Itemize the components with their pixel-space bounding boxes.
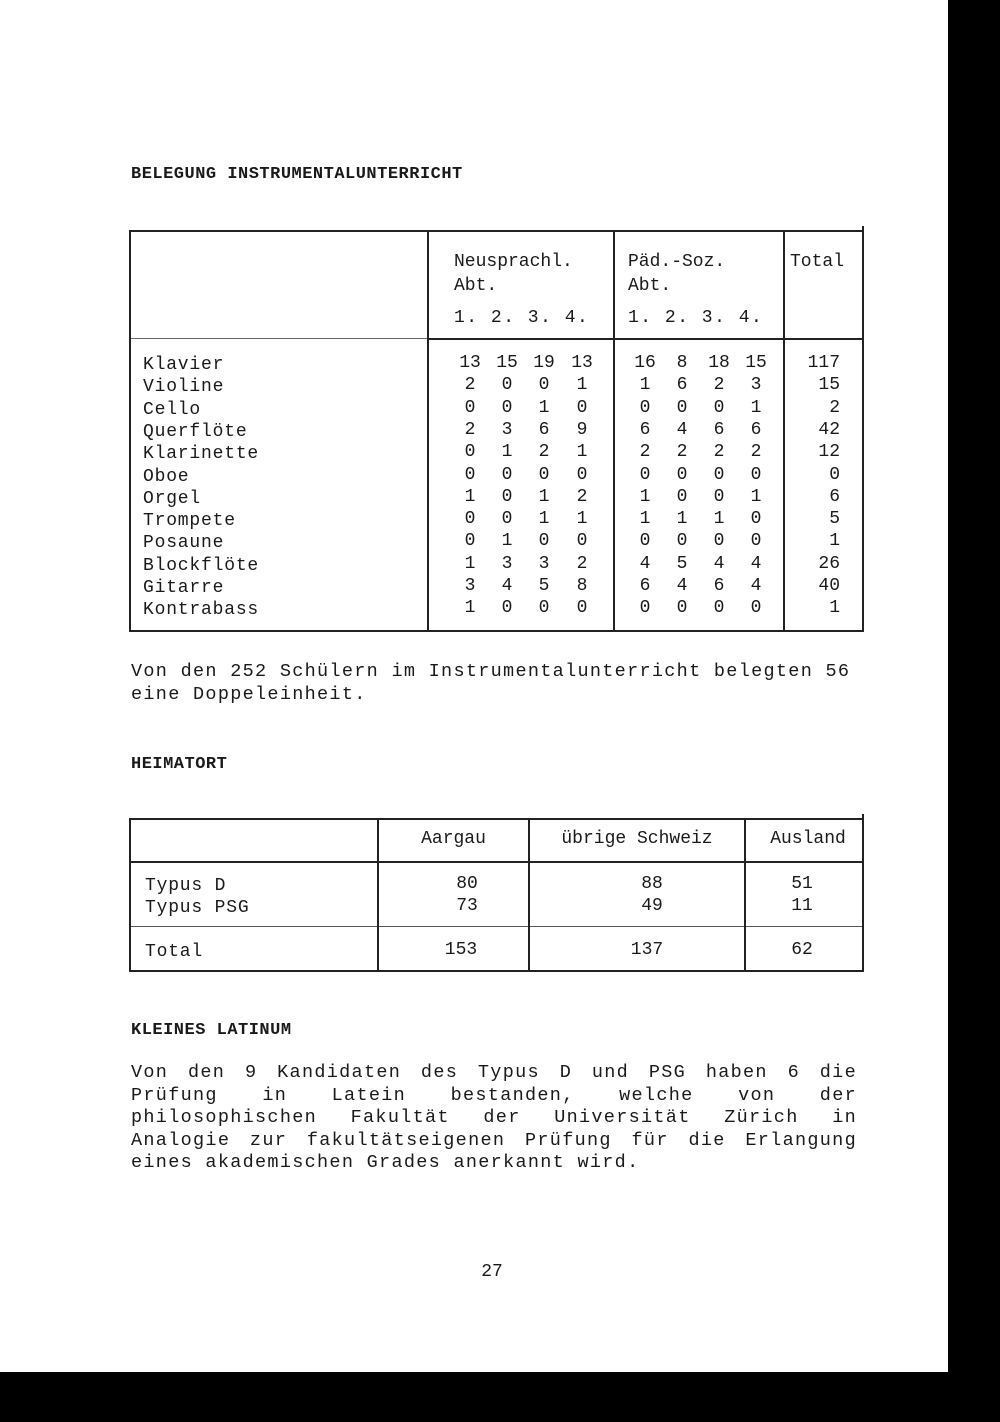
cell-neusprachl-year-2: 0 bbox=[501, 486, 513, 507]
cell-neusprachl-year-4: 9 bbox=[576, 419, 588, 440]
cell-paed-year-1: 1 bbox=[639, 509, 651, 530]
cell-psg-aargau: 73 bbox=[456, 896, 478, 916]
header-neusprachl: Neusprachl. Abt. bbox=[454, 252, 573, 296]
table-border-top bbox=[129, 230, 864, 232]
cell-row-total: 1 bbox=[829, 531, 840, 552]
scan-border-bottom bbox=[0, 1372, 1000, 1422]
page-number: 27 bbox=[481, 1262, 503, 1282]
cell-d-schweiz: 88 bbox=[641, 874, 663, 894]
instrument-name: Klarinette bbox=[143, 444, 260, 465]
cell-paed-year-4: 4 bbox=[750, 553, 762, 574]
cell-neusprachl-year-3: 0 bbox=[538, 464, 550, 485]
cell-neusprachl-year-3: 1 bbox=[538, 509, 550, 530]
cell-paed-year-1: 6 bbox=[639, 419, 651, 440]
cell-neusprachl-year-1: 13 bbox=[459, 353, 481, 373]
cell-neusprachl-year-4: 1 bbox=[576, 509, 588, 530]
scan-border-left bbox=[0, 48, 54, 1422]
cell-paed-year-1: 1 bbox=[639, 375, 651, 396]
instrument-name: Oboe bbox=[143, 466, 190, 487]
scan-border-top bbox=[0, 0, 1000, 48]
t2-border-bottom bbox=[129, 970, 864, 972]
cell-neusprachl-year-1: 0 bbox=[464, 509, 476, 530]
cell-neusprachl-year-2: 0 bbox=[501, 598, 513, 619]
cell-neusprachl-year-1: 2 bbox=[464, 419, 476, 440]
cell-d-aargau: 80 bbox=[456, 874, 478, 894]
cell-neusprachl-year-3: 1 bbox=[538, 397, 550, 418]
table-border-right bbox=[862, 226, 864, 632]
cell-neusprachl-year-1: 0 bbox=[464, 397, 476, 418]
header-paed-soz: Päd.-Soz. Abt. bbox=[628, 252, 726, 296]
scan-border-right bbox=[948, 0, 1000, 1422]
cell-paed-year-1: 0 bbox=[639, 598, 651, 619]
column-aargau: Aargau bbox=[421, 829, 486, 849]
cell-neusprachl-year-1: 1 bbox=[464, 486, 476, 507]
cell-paed-year-2: 0 bbox=[676, 598, 688, 619]
cell-paed-year-3: 6 bbox=[713, 419, 725, 440]
section-heading-latinum: KLEINES LATINUM bbox=[131, 1021, 292, 1040]
cell-paed-year-4: 0 bbox=[750, 509, 762, 530]
cell-paed-year-2: 0 bbox=[676, 486, 688, 507]
cell-neusprachl-year-1: 0 bbox=[464, 531, 476, 552]
cell-row-total: 0 bbox=[829, 464, 840, 485]
cell-d-ausland: 51 bbox=[791, 874, 813, 894]
cell-neusprachl-year-1: 2 bbox=[464, 375, 476, 396]
section-heading-instruments: BELEGUNG INSTRUMENTALUNTERRICHT bbox=[131, 165, 463, 184]
cell-row-total: 42 bbox=[818, 419, 840, 440]
cell-neusprachl-year-4: 13 bbox=[571, 353, 593, 373]
row-label-typus-d: Typus D bbox=[145, 876, 227, 896]
header-rule-right bbox=[429, 338, 862, 340]
cell-neusprachl-year-2: 1 bbox=[501, 442, 513, 463]
cell-paed-year-3: 6 bbox=[713, 576, 725, 596]
cell-row-total: 6 bbox=[829, 486, 840, 507]
cell-paed-year-3: 18 bbox=[708, 353, 730, 373]
cell-paed-year-3: 0 bbox=[713, 531, 725, 552]
cell-paed-year-4: 0 bbox=[750, 598, 762, 619]
cell-neusprachl-year-4: 2 bbox=[576, 553, 588, 574]
cell-neusprachl-year-4: 0 bbox=[576, 464, 588, 485]
cell-neusprachl-year-4: 0 bbox=[576, 598, 588, 619]
cell-neusprachl-year-4: 8 bbox=[576, 576, 588, 596]
cell-total-ausland: 62 bbox=[791, 940, 813, 960]
cell-paed-year-3: 2 bbox=[713, 375, 725, 396]
section-heading-heimatort: HEIMATORT bbox=[131, 755, 228, 774]
cell-neusprachl-year-2: 1 bbox=[501, 531, 513, 552]
cell-row-total: 1 bbox=[829, 598, 840, 619]
latinum-text: Von den 9 Kandidaten des Typus D und PSG haben 6 die Prüfung in Latein bestanden, welche von der philosophischen Fakultät der Universität Zürich in Analogie zur fakultätseigenen Prüfung für die Erlangung eines akademischen Grades anerkannt wird. bbox=[131, 1062, 857, 1173]
instrument-name: Gitarre bbox=[143, 578, 225, 598]
cell-neusprachl-year-4: 0 bbox=[576, 531, 588, 552]
cell-neusprachl-year-3: 6 bbox=[538, 419, 550, 440]
cell-paed-year-3: 1 bbox=[713, 509, 725, 530]
instrument-name: Blockflöte bbox=[143, 555, 260, 576]
cell-paed-year-4: 2 bbox=[750, 442, 762, 463]
cell-paed-year-2: 4 bbox=[676, 576, 688, 596]
cell-neusprachl-year-2: 0 bbox=[501, 375, 513, 396]
instrument-name: Trompete bbox=[143, 511, 236, 532]
cell-paed-year-1: 0 bbox=[639, 531, 651, 552]
cell-paed-year-1: 6 bbox=[639, 576, 651, 596]
column-ausland: Ausland bbox=[770, 829, 846, 849]
cell-paed-year-3: 0 bbox=[713, 397, 725, 418]
cell-paed-year-2: 0 bbox=[676, 397, 688, 418]
cell-neusprachl-year-3: 1 bbox=[538, 486, 550, 507]
cell-neusprachl-year-1: 1 bbox=[464, 553, 476, 574]
cell-paed-year-2: 2 bbox=[676, 442, 688, 463]
cell-row-total: 117 bbox=[807, 353, 840, 373]
cell-paed-year-4: 1 bbox=[750, 397, 762, 418]
cell-total-aargau: 153 bbox=[444, 940, 478, 960]
cell-paed-year-2: 5 bbox=[676, 553, 688, 574]
cell-neusprachl-year-1: 3 bbox=[464, 576, 476, 596]
table-border-bottom bbox=[129, 630, 864, 632]
t2-border-top bbox=[129, 818, 864, 820]
t2-rule-header bbox=[129, 861, 864, 863]
cell-row-total: 12 bbox=[818, 442, 840, 463]
instrument-name: Querflöte bbox=[143, 421, 248, 442]
t2-rule-total bbox=[129, 926, 864, 927]
cell-row-total: 40 bbox=[818, 576, 840, 596]
header-years-paed: 1. 2. 3. 4. bbox=[628, 308, 764, 328]
cell-neusprachl-year-3: 5 bbox=[538, 576, 550, 596]
cell-neusprachl-year-4: 1 bbox=[576, 442, 588, 463]
cell-paed-year-3: 4 bbox=[713, 553, 725, 574]
cell-psg-ausland: 11 bbox=[791, 896, 813, 916]
cell-neusprachl-year-2: 3 bbox=[501, 553, 513, 574]
cell-neusprachl-year-2: 0 bbox=[501, 397, 513, 418]
cell-paed-year-4: 4 bbox=[750, 576, 762, 596]
cell-paed-year-4: 0 bbox=[750, 464, 762, 485]
cell-neusprachl-year-2: 15 bbox=[496, 353, 518, 373]
cell-neusprachl-year-2: 3 bbox=[501, 419, 513, 440]
cell-psg-schweiz: 49 bbox=[641, 896, 663, 916]
header-rule-left bbox=[131, 338, 427, 339]
column-uebrige-schweiz: übrige Schweiz bbox=[561, 829, 713, 849]
row-label-total: Total bbox=[145, 942, 204, 962]
header-total: Total bbox=[790, 252, 845, 272]
instrument-name: Posaune bbox=[143, 533, 225, 554]
cell-row-total: 26 bbox=[818, 553, 840, 574]
header-years-neusprachl: 1. 2. 3. 4. bbox=[454, 308, 590, 328]
cell-neusprachl-year-3: 0 bbox=[538, 531, 550, 552]
cell-neusprachl-year-3: 3 bbox=[538, 553, 550, 574]
cell-neusprachl-year-3: 0 bbox=[538, 375, 550, 396]
cell-total-schweiz: 137 bbox=[630, 940, 664, 960]
cell-paed-year-2: 0 bbox=[676, 531, 688, 552]
cell-paed-year-2: 6 bbox=[676, 375, 688, 396]
cell-paed-year-1: 2 bbox=[639, 442, 651, 463]
cell-paed-year-1: 0 bbox=[639, 464, 651, 485]
t2-border-left bbox=[129, 818, 131, 972]
cell-neusprachl-year-3: 19 bbox=[533, 353, 555, 373]
cell-neusprachl-year-1: 0 bbox=[464, 464, 476, 485]
cell-paed-year-2: 4 bbox=[676, 419, 688, 440]
cell-neusprachl-year-3: 2 bbox=[538, 442, 550, 463]
cell-neusprachl-year-1: 1 bbox=[464, 598, 476, 619]
cell-paed-year-2: 0 bbox=[676, 464, 688, 485]
cell-paed-year-2: 8 bbox=[676, 353, 688, 373]
cell-paed-year-3: 0 bbox=[713, 598, 725, 619]
cell-paed-year-3: 0 bbox=[713, 486, 725, 507]
cell-neusprachl-year-3: 0 bbox=[538, 598, 550, 619]
cell-paed-year-4: 6 bbox=[750, 419, 762, 440]
instrument-name: Orgel bbox=[143, 488, 202, 509]
instrument-name: Cello bbox=[143, 399, 202, 420]
cell-paed-year-4: 1 bbox=[750, 486, 762, 507]
cell-paed-year-4: 0 bbox=[750, 531, 762, 552]
table-divider-1 bbox=[427, 230, 429, 632]
cell-paed-year-4: 15 bbox=[745, 353, 767, 373]
table-border-left bbox=[129, 230, 131, 632]
cell-paed-year-2: 1 bbox=[676, 509, 688, 530]
cell-neusprachl-year-4: 0 bbox=[576, 397, 588, 418]
cell-row-total: 2 bbox=[829, 397, 840, 418]
instrument-name: Klavier bbox=[143, 355, 225, 375]
cell-neusprachl-year-2: 0 bbox=[501, 509, 513, 530]
cell-neusprachl-year-1: 0 bbox=[464, 442, 476, 463]
cell-paed-year-1: 16 bbox=[634, 353, 656, 373]
instrument-name: Violine bbox=[143, 377, 225, 398]
cell-paed-year-1: 4 bbox=[639, 553, 651, 574]
row-label-typus-psg: Typus PSG bbox=[145, 898, 250, 918]
cell-row-total: 5 bbox=[829, 509, 840, 530]
table-divider-2 bbox=[613, 230, 615, 632]
cell-row-total: 15 bbox=[818, 375, 840, 396]
cell-paed-year-3: 0 bbox=[713, 464, 725, 485]
instrument-note: Von den 252 Schülern im Instrumentalunterricht belegten 56 eine Doppeleinheit. bbox=[131, 661, 851, 705]
cell-paed-year-1: 0 bbox=[639, 397, 651, 418]
cell-paed-year-4: 3 bbox=[750, 375, 762, 396]
instrument-name: Kontrabass bbox=[143, 600, 260, 621]
cell-neusprachl-year-4: 1 bbox=[576, 375, 588, 396]
cell-neusprachl-year-2: 4 bbox=[501, 576, 513, 596]
cell-neusprachl-year-2: 0 bbox=[501, 464, 513, 485]
cell-neusprachl-year-4: 2 bbox=[576, 486, 588, 507]
cell-paed-year-1: 1 bbox=[639, 486, 651, 507]
cell-paed-year-3: 2 bbox=[713, 442, 725, 463]
